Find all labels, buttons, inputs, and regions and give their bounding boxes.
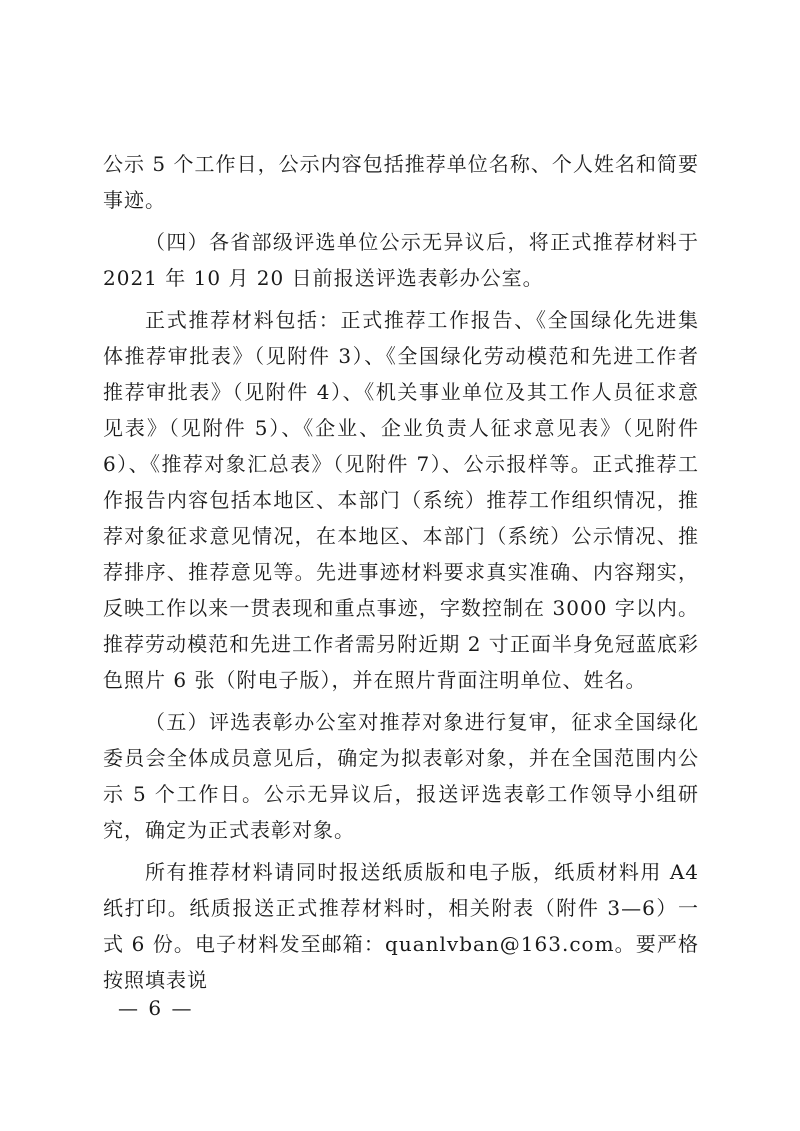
document-body [103, 146, 699, 1004]
paragraph-continuation: 公示 5 个工作日，公示内容包括推荐单位名称、个人姓名和简要事迹。 [103, 152, 699, 212]
paragraph-item-4: （四）各省部级评选单位公示无异议后，将正式推荐材料于 2021 年 10 月 20 日前报送评选表彰办公室。 [103, 230, 699, 290]
paragraph-submission: 所有推荐材料请同时报送纸质版和电子版，纸质材料用 A4 纸打印。纸质报送正式推荐材料时，相关附表（附件 3—6）一式 6 份。电子材料发至邮箱：quanlvban@163.com。要严格按照填表说 [103, 860, 699, 992]
paragraph-item-5: （五）评选表彰办公室对推荐对象进行复审，征求全国绿化委员会全体成员意见后，确定为拟表彰对象，并在全国范围内公示 5 个工作日。公示无异议后，报送评选表彰工作领导小组研究，确定为正式表彰对象。 [103, 710, 699, 842]
page-number: — 6 — [118, 996, 194, 1020]
paragraph-materials: 正式推荐材料包括：正式推荐工作报告、《全国绿化先进集体推荐审批表》（见附件 3）、《全国绿化劳动模范和先进工作者推荐审批表》（见附件 4）、《机关事业单位及其工作人员征求意见表》（见附件 5）、《企业、企业负责人征求意见表》（见附件 6）、《推荐对象汇总表》（见附件 7）、公示报样等。正式推荐工作报告内容包括本地区、本部门（系统）推荐工作组织情况，推荐对象征求意见情况，在本地区、本部门（系统）公示情况、推荐排序、推荐意见等。先进事迹材料要求真实准确、内容翔实，反映工作以来一贯表现和重点事迹，字数控制在 3000 字以内。推荐劳动模范和先进工作者需另附近期 2 寸正面半身免冠蓝底彩色照片 6 张（附电子版），并在照片背面注明单位、姓名。 [103, 308, 699, 692]
